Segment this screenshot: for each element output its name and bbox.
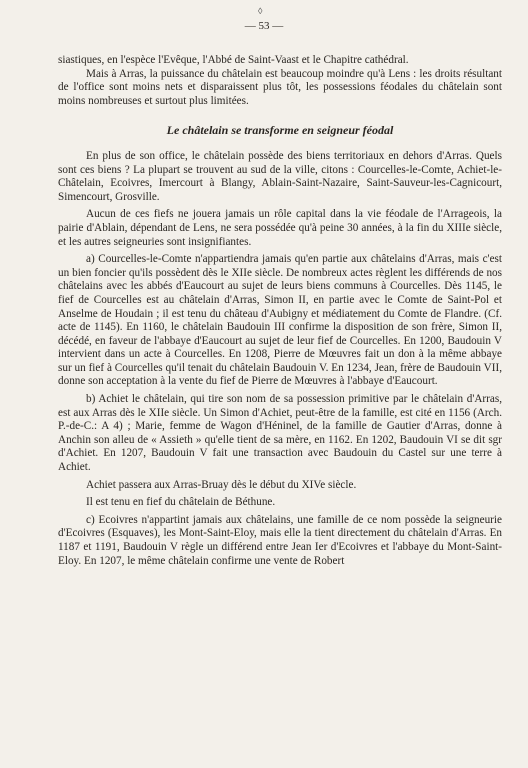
page-mark: ◊: [258, 6, 263, 16]
paragraph-arras-power: Mais à Arras, la puissance du châtelain est beaucoup moindre qu'à Lens : les droits résultant de l'office sont moins nets et disparaissent plus tôt, les possessions féodales du châtelain sont moins nombreuses et surtout plus limitées.: [58, 67, 502, 107]
paragraph-territorial-goods: En plus de son office, le châtelain possède des biens territoriaux en dehors d'Arras. Quels sont ces biens ? La plupart se trouvent au sud de la ville, citons : Courcelles-le-Comte, Achiet-le-Châtelain, Ecoivres, Imercourt à Blangy, Ablain-Saint-Nazaire, Saint-Sauveur-les-Cagnicourt, Simencourt, Grosville.: [58, 149, 502, 203]
paragraph-continuation: siastiques, en l'espèce l'Evêque, l'Abbé de Saint-Vaast et le Chapitre cathédral.: [58, 54, 409, 66]
paragraph-ecoivres: c) Ecoivres n'appartint jamais aux châtelains, une famille de ce nom possède la seigneurie d'Ecoivres (Esquaves), les Mont-Saint-Eloy, mais elle la tient directement du châtelain d'Arras. En 1187 et 1191, Baudouin V règle un différend entre Jean Ier d'Ecoivres et l'abbaye du Mont-Saint-Eloy. En 1207, le même châtelain confirme une vente de Robert: [58, 513, 502, 567]
paragraph-achiet: b) Achiet le châtelain, qui tire son nom de sa possession primitive par le châtelain d'Arras, est aux Arras dès le XIIe siècle. Un Simon d'Achiet, peut-être de la famille, est cité en 1156 (Arch. P.-de-C.: A 4) ; Marie, femme de Wagon d'Héninel, de la famille de Gautier d'Arras, donne à Anchin son alleu de « Assieth » qu'elle tient de sa mère, en 1162. En 1202, Baudouin VI se dit sgr d'Achiet. En 1207, Baudouin V fait une transaction avec Baudouin du Castel sur une terre à Achiet.: [58, 393, 502, 474]
section-heading: Le châtelain se transforme en seigneur féodal: [166, 123, 394, 138]
paragraph-courcelles: a) Courcelles-le-Comte n'appartiendra jamais qu'en partie aux châtelains d'Arras, mais c'est un bien foncier qu'ils possèdent dès le XIIe siècle. De nombreux actes règlent les différends de nos châtelains avec les abbés d'Eaucourt au sujet de leurs biens communs à Courcelles. Dès 1145, le fief de Courcelles est au châtelain d'Arras, Simon II, en partie avec le Comte de Saint-Pol et Anselme de Houdain ; il est tenu du château d'Aubigny et médiatement du Comte de Flandre. (Cf. acte de 1145). En 1160, le châtelain Baudouin III confirme la disposition de son frère, Simon II, décédé, en faveur de l'abbaye d'Eaucourt au sujet de leur fief de Courcelles. En 1200, Baudouin V intervient dans un acte à Courcelles. En 1208, Pierre de Mœuvres fait un don à la même abbaye sur un fief à Courcelles qu'il tenait du châtelain Baudouin V. En 1234, Jean, frère de Baudouin VII, donne son acceptation à la vente du fief de Pierre de Mœuvres à l'abbaye d'Eaucourt.: [58, 253, 502, 388]
paragraph-fiefs: Aucun de ces fiefs ne jouera jamais un rôle capital dans la vie féodale de l'Arrageois, la pairie d'Ablain, dépendant de Lens, ne sera possédée qu'à peine 30 années, à la fin du XIIIe siècle, et les autres seigneuries sont insignifiantes.: [58, 208, 502, 248]
paragraph-bethune: Il est tenu en fief du châtelain de Béthune.: [86, 496, 276, 509]
paragraph-achiet-bruay: Achiet passera aux Arras-Bruay dès le début du XIVe siècle.: [86, 478, 357, 491]
page-body: [58, 54, 502, 568]
page-number: — 53 —: [244, 20, 284, 32]
